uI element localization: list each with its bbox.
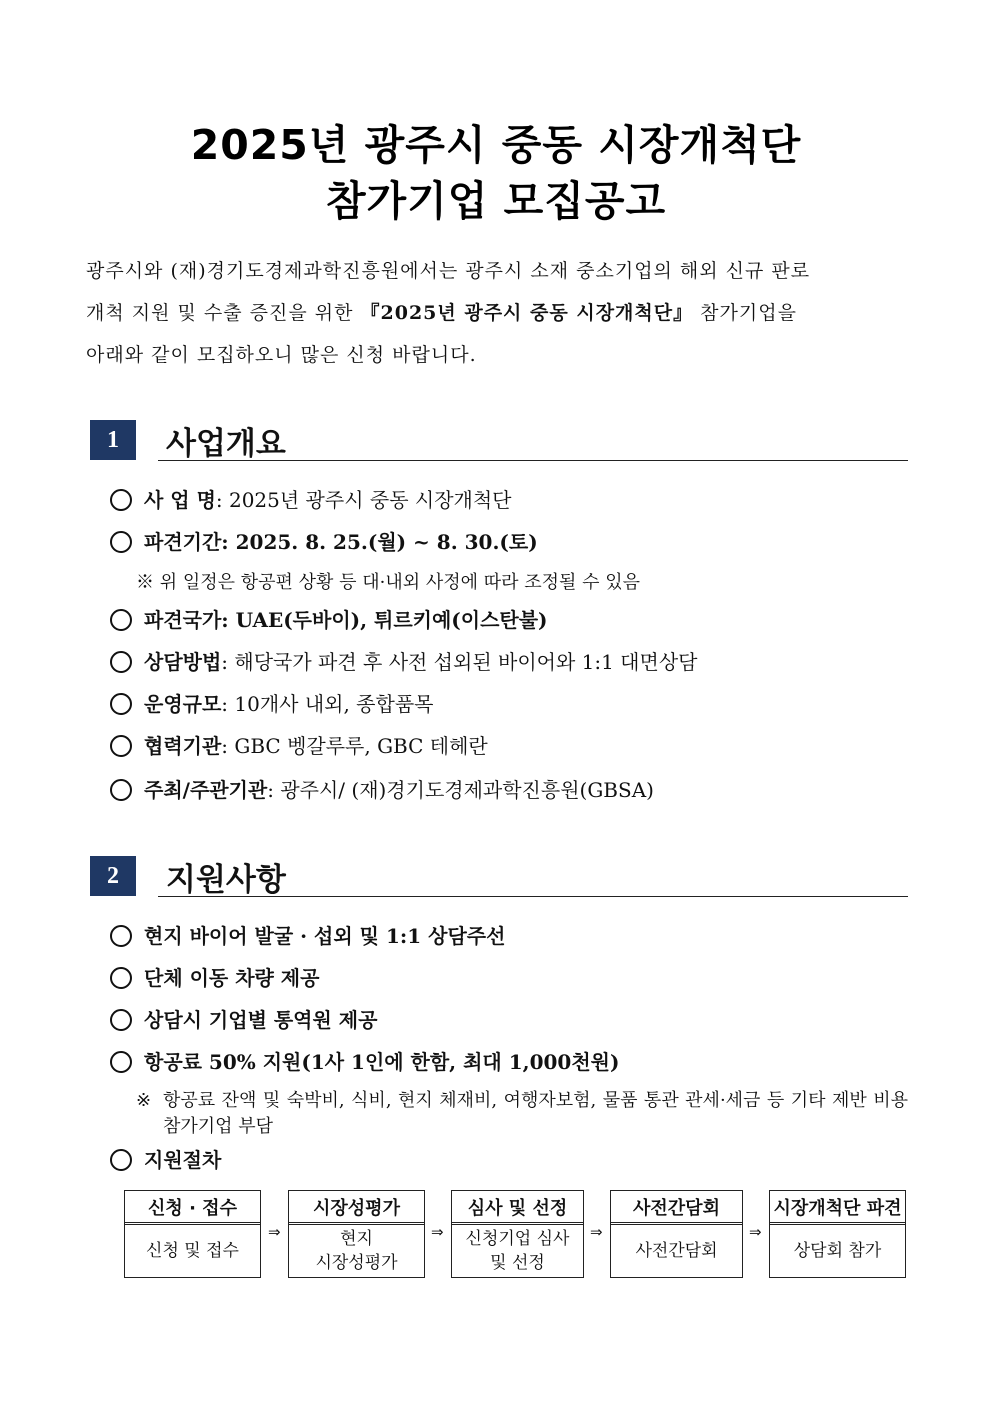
section-number-badge: 2 (90, 856, 136, 896)
intro-text: 개척 지원 및 수출 증진을 위한 (86, 302, 361, 324)
item-value: : 해당국가 파견 후 사전 섭외된 바이어와 1:1 대면상담 (221, 650, 698, 674)
section-title: 지원사항 (166, 862, 286, 898)
process-step-apply (124, 1190, 261, 1278)
airfare-note (136, 1088, 908, 1140)
item-label: 파견기간 (144, 530, 222, 554)
process-step-dispatch (769, 1190, 906, 1278)
step-body: 현지 시장성평가 (315, 1229, 398, 1273)
circle-bullet-icon (110, 693, 132, 715)
overview-item-name (110, 484, 511, 513)
intro-line (86, 292, 908, 334)
circle-bullet-icon (110, 531, 132, 553)
item-text: 단체 이동 차량 제공 (144, 966, 320, 990)
process-step-selection (451, 1190, 584, 1278)
item-text: 상담시 기업별 통역원 제공 (144, 1008, 378, 1032)
support-item-procedure (110, 1144, 221, 1173)
arrow-right-icon: ⇒ (431, 1223, 444, 1241)
section-title: 사업개요 (166, 426, 286, 462)
item-label: 파견국가 (144, 608, 222, 632)
intro-paragraph (86, 250, 908, 376)
support-item (110, 962, 319, 991)
step-title: 신청 · 접수 (125, 1191, 260, 1225)
circle-bullet-icon (110, 1009, 132, 1031)
overview-item-scale (110, 688, 433, 717)
overview-item-partner (110, 730, 488, 759)
arrow-right-icon: ⇒ (268, 1223, 281, 1241)
intro-project-name: 『2025년 광주시 중동 시장개척단』 (360, 302, 694, 324)
step-body: 사전간담회 (635, 1241, 718, 1261)
circle-bullet-icon (110, 1051, 132, 1073)
item-label: 상담방법 (144, 650, 222, 674)
item-value: : 10개사 내외, 종합품목 (221, 692, 434, 716)
circle-bullet-icon (110, 1149, 132, 1171)
circle-bullet-icon (110, 489, 132, 511)
intro-text: 참가기업을 (693, 302, 797, 324)
step-body: 신청기업 심사 및 선정 (465, 1229, 570, 1273)
note-text: 항공료 잔액 및 숙박비, 식비, 현지 체재비, 여행자보험, 물품 통관 관세·세금 등 기타 제반 비용 참가기업 부담 (163, 1090, 908, 1137)
item-text: 지원절차 (144, 1148, 222, 1172)
step-title: 사전간담회 (611, 1191, 742, 1225)
note-reference-mark: ※ (136, 1090, 152, 1111)
step-title: 시장성평가 (289, 1191, 424, 1225)
process-step-meeting (610, 1190, 743, 1278)
item-label: 협력기관 (144, 734, 222, 758)
step-title: 시장개척단 파견 (770, 1191, 905, 1225)
overview-item-method (110, 646, 697, 675)
step-title: 심사 및 선정 (452, 1191, 583, 1225)
overview-item-period (110, 526, 538, 555)
support-item (110, 1004, 377, 1033)
item-value: : 2025. 8. 25.(월) ~ 8. 30.(토) (221, 530, 538, 554)
item-value: : UAE(두바이), 튀르키예(이스탄불) (221, 608, 548, 632)
circle-bullet-icon (110, 609, 132, 631)
section-divider (158, 896, 908, 897)
circle-bullet-icon (110, 735, 132, 757)
item-label: 주최/주관기관 (144, 778, 268, 802)
step-body: 상담회 참가 (793, 1241, 882, 1261)
section-divider (158, 460, 908, 461)
overview-item-country (110, 604, 548, 633)
intro-line: 아래와 같이 모집하오니 많은 신청 바랍니다. (86, 344, 477, 366)
step-body: 신청 및 접수 (146, 1241, 239, 1261)
process-step-evaluation (288, 1190, 425, 1278)
item-label: 운영규모 (144, 692, 222, 716)
item-value: : GBC 벵갈루루, GBC 테헤란 (221, 734, 488, 758)
circle-bullet-icon (110, 925, 132, 947)
circle-bullet-icon (110, 967, 132, 989)
support-item (110, 920, 505, 949)
intro-line: 광주시와 (재)경기도경제과학진흥원에서는 광주시 소재 중소기업의 해외 신규 판로 (86, 260, 811, 282)
section-number-badge: 1 (90, 420, 136, 460)
circle-bullet-icon (110, 779, 132, 801)
support-item (110, 1046, 619, 1075)
item-text: 현지 바이어 발굴 · 섭외 및 1:1 상담주선 (144, 924, 506, 948)
item-value: : 광주시/ (재)경기도경제과학진흥원(GBSA) (267, 778, 654, 802)
overview-item-organizer (110, 774, 654, 803)
arrow-right-icon: ⇒ (590, 1223, 603, 1241)
schedule-note: ※ 위 일정은 항공편 상황 등 대·내외 사정에 따라 조정될 수 있음 (136, 572, 640, 593)
item-value: : 2025년 광주시 중동 시장개척단 (215, 488, 512, 512)
circle-bullet-icon (110, 651, 132, 673)
item-label: 사 업 명 (144, 488, 216, 512)
arrow-right-icon: ⇒ (749, 1223, 762, 1241)
page-title: 2025년 광주시 중동 시장개척단 (190, 121, 802, 169)
item-text: 항공료 50% 지원(1사 1인에 한함, 최대 1,000천원) (144, 1050, 620, 1074)
page-subtitle: 참가기업 모집공고 (325, 177, 667, 225)
